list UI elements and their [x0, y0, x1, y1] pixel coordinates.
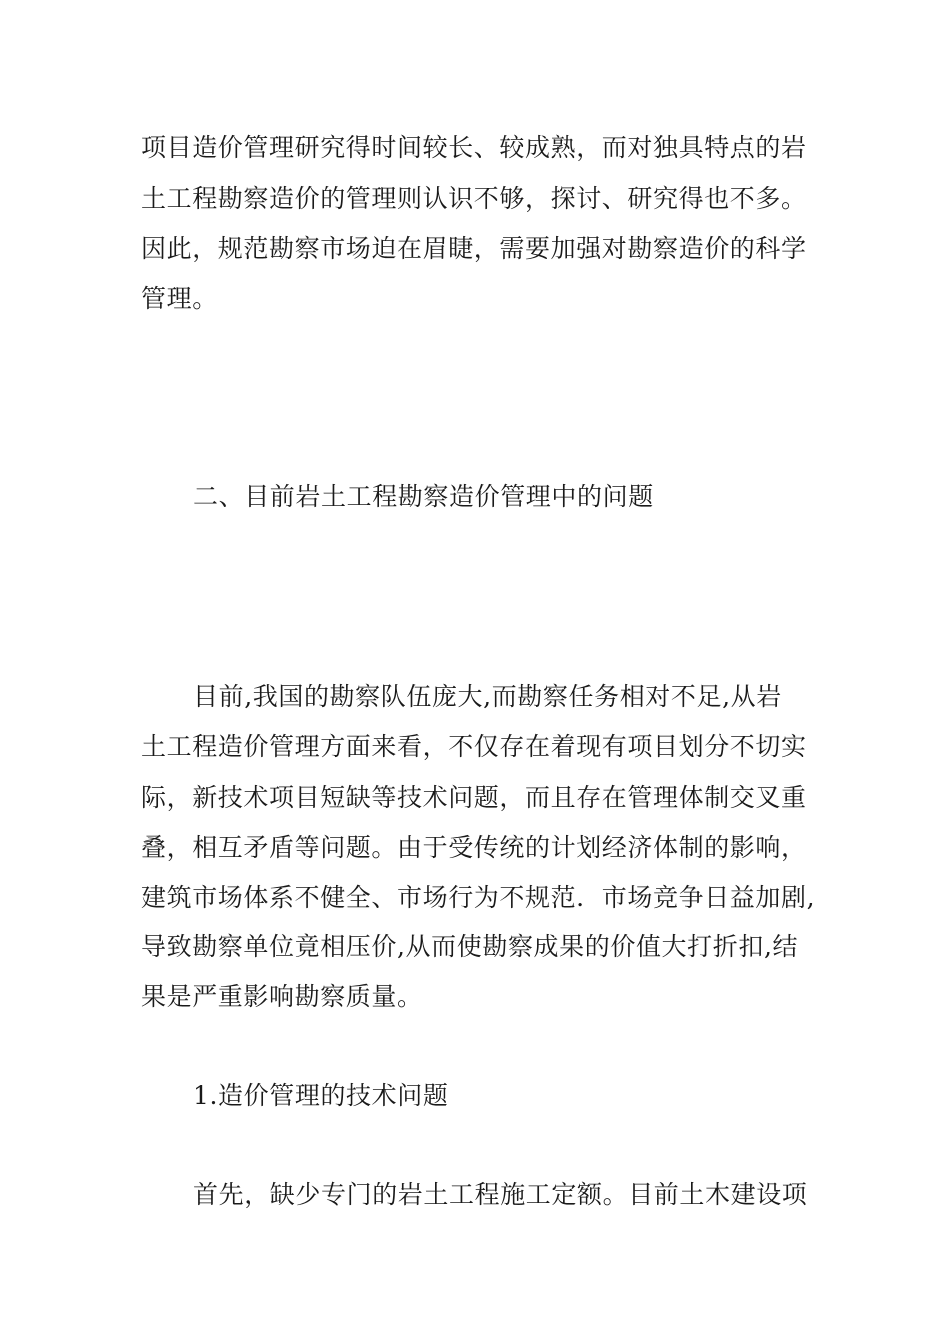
subheading-technical-issues: 1.造价管理的技术问题	[193, 1081, 449, 1110]
section-heading: 二、目前岩土工程勘察造价管理中的问题	[193, 482, 654, 511]
text-line: 际，新技术项目短缺等技术问题，而且存在管理体制交叉重	[141, 783, 807, 812]
text-line: 导致勘察单位竟相压价,从而使勘察成果的价值大打折扣,结	[141, 932, 799, 961]
text-line: 因此，规范勘察市场迫在眉睫，需要加强对勘察造价的科学	[141, 234, 807, 263]
text-line: 土工程造价管理方面来看，不仅存在着现有项目划分不切实	[141, 732, 807, 761]
text-line: 土工程勘察造价的管理则认识不够，探讨、研究得也不多。	[141, 184, 807, 213]
text-line: 首先，缺少专门的岩土工程施工定额。目前土木建设项	[193, 1180, 808, 1209]
text-line: 建筑市场体系不健全、市场行为不规范．市场竞争日益加剧,	[141, 883, 816, 912]
text-line: 项目造价管理研究得时间较长、较成熟，而对独具特点的岩	[141, 133, 807, 162]
text-line: 目前,我国的勘察队伍庞大,而勘察任务相对不足,从岩	[193, 682, 782, 711]
text-line: 叠，相互矛盾等问题。由于受传统的计划经济体制的影响，	[141, 833, 807, 862]
text-line: 管理。	[141, 284, 218, 313]
text-line: 果是严重影响勘察质量。	[141, 982, 423, 1011]
